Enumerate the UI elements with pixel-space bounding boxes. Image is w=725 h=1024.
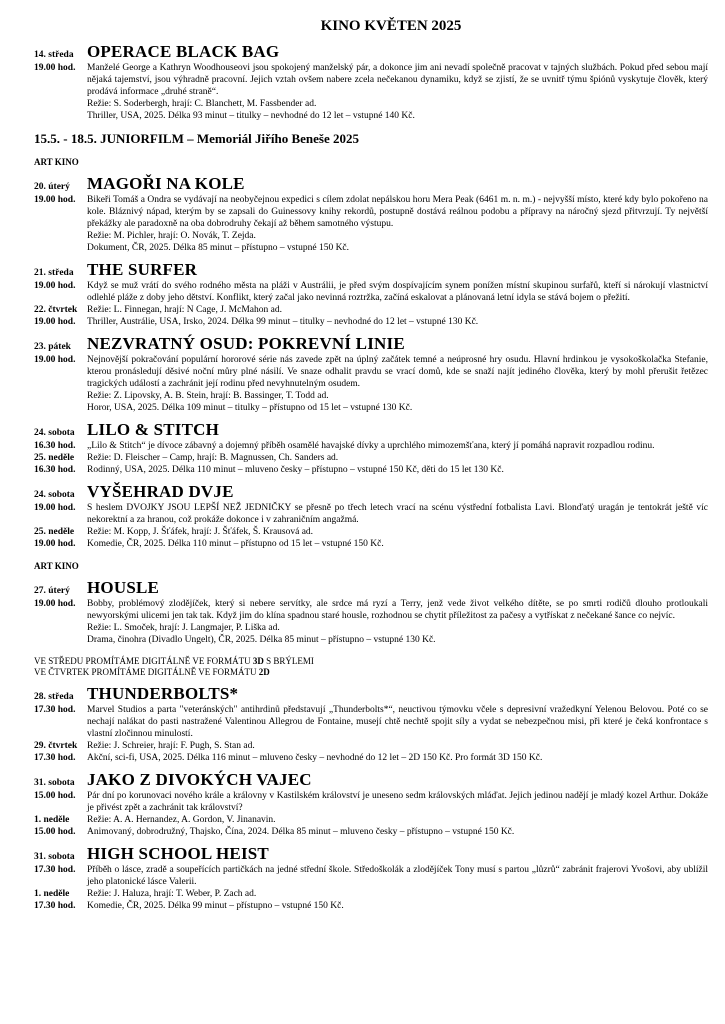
film-header xyxy=(34,334,708,354)
film-entry xyxy=(34,260,708,328)
screening-time: 1. neděle xyxy=(34,889,70,899)
film-row xyxy=(34,502,708,526)
format-note xyxy=(34,656,708,667)
screening-time: 29. čtvrtek xyxy=(34,741,78,751)
film-row xyxy=(34,98,708,110)
film-title: THUNDERBOLTS* xyxy=(87,684,239,703)
screening-time: 19.00 hod. xyxy=(34,195,76,205)
film-list-middle xyxy=(34,174,708,550)
screening-time: 19.00 hod. xyxy=(34,281,76,291)
film-description: Thriller, USA, 2025. Délka 93 minut – titulky – nevhodné do 12 let – vstupné 140 Kč. xyxy=(87,111,415,121)
film-row xyxy=(34,538,708,550)
film-row xyxy=(34,440,708,452)
film-row xyxy=(34,598,708,622)
festival-heading: 15.5. - 18.5. JUNIORFILM – Memoriál Jiřího Beneše 2025 xyxy=(34,131,359,146)
film-header xyxy=(34,770,708,790)
film-description: Horor, USA, 2025. Délka 109 minut – titulky – přístupno od 15 let – vstupné 130 Kč. xyxy=(87,403,413,413)
film-title: NEZVRATNÝ OSUD: POKREVNÍ LINIE xyxy=(87,334,405,353)
film-description: Když se muž vrátí do svého rodného města na pláži v Austrálii, je před svým dospívajícím synem ponížen místní skupinou surfařů, kteří si nárokují vlastnictví odlehlé pláže z doby jeho dětství. Konflikt, který začal jako nevinná roztržka, začíná eskalovat a plánovaná letní idyla se stává bojem o přežití. xyxy=(87,281,708,303)
film-row xyxy=(34,304,708,316)
film-entry xyxy=(34,420,708,476)
film-date: 23. pátek xyxy=(34,342,71,352)
film-description: Bikeři Tomáš a Ondra se vydávají na neobyčejnou expedici s cílem zdolat nepálskou horu Mera Peak (6461 m. n. m.) - nejvyšší místo, které kdy bylo pokořeno na kole. Bláznivý nápad, kterým by se zapsali do Guinessovy knihy rekordů, postupně dostává reálnou podobu a přípravy na náročný sjezd přitvrzují. Ty největší překážky ale paradoxně na oba dobrodruhy čekají až během samotného výstupu. xyxy=(87,195,708,229)
page-title: KINO KVĚTEN 2025 xyxy=(320,18,462,34)
film-row xyxy=(34,390,708,402)
film-header xyxy=(34,174,708,194)
film-title: HIGH SCHOOL HEIST xyxy=(87,844,269,863)
film-entry xyxy=(34,174,708,254)
film-title: VYŠEHRAD DVJE xyxy=(87,482,234,501)
screening-time xyxy=(34,230,87,242)
screening-time: 15.00 hod. xyxy=(34,827,76,837)
film-description: Režie: Z. Lipovsky, A. B. Stein, hrají: B. Bassinger, T. Todd ad. xyxy=(87,391,329,401)
film-date: 28. středa xyxy=(34,692,74,702)
film-description: Animovaný, dobrodružný, Thajsko, Čína, 2024. Délka 85 minut – mluveno česky – přístupno – vstupné 150 Kč. xyxy=(87,827,515,837)
format-note-text: VE ČTVRTEK PROMÍTÁME DIGITÁLNĚ VE FORMÁTU xyxy=(34,667,257,677)
screening-time: 17.30 hod. xyxy=(34,705,76,715)
film-row xyxy=(34,62,708,98)
film-header xyxy=(34,482,708,502)
film-list-top xyxy=(34,42,708,122)
screening-time xyxy=(34,390,87,402)
screening-time: 17.30 hod. xyxy=(34,753,76,763)
film-description: Marvel Studios a parta "veteránských" antihrdinů představují „Thunderbolts*“, neuctivou týmovku včele s depresivní vražedkyní Yelenou Belovou. Poté co se nechají nalákat do pasti nastražené Valentinou Allegrou de Fontaine, musejí chtě nechtě spojit síly a vydat se nebezpečnou misi, při které je čeká konfrontace s vlastní zločinnou minulostí. xyxy=(87,705,708,739)
screening-time xyxy=(34,110,87,122)
screening-time: 19.00 hod. xyxy=(34,355,76,365)
film-description: Režie: M. Kopp, J. Šťáfek, hrají: J. Šťáfek, Š. Krausová ad. xyxy=(87,527,314,537)
film-date: 14. středa xyxy=(34,50,74,60)
film-description: Thriller, Austrálie, USA, Irsko, 2024. Délka 99 minut – titulky – nevhodné do 12 let – vstupné 130 Kč. xyxy=(87,317,479,327)
film-header xyxy=(34,578,708,598)
screening-time xyxy=(34,242,87,254)
screening-time: 19.00 hod. xyxy=(34,63,76,73)
film-description: Režie: A. A. Hernandez, A. Gordon, V. Jinanavin. xyxy=(87,815,276,825)
film-description: Dokument, ČR, 2025. Délka 85 minut – přístupno – vstupné 150 Kč. xyxy=(87,243,350,253)
film-row xyxy=(34,704,708,740)
screening-time: 19.00 hod. xyxy=(34,317,76,327)
screening-time: 25. neděle xyxy=(34,453,75,463)
format-note-text: S BRÝLEMI xyxy=(266,656,314,666)
film-description: Režie: J. Schreier, hrají: F. Pugh, S. Stan ad. xyxy=(87,741,255,751)
film-date: 31. sobota xyxy=(34,852,75,862)
film-row xyxy=(34,242,708,254)
screening-time: 17.30 hod. xyxy=(34,901,76,911)
film-row xyxy=(34,888,708,900)
film-description: Režie: L. Smoček, hrají: J. Langmajer, P. Liška ad. xyxy=(87,623,280,633)
film-date: 24. sobota xyxy=(34,490,75,500)
film-entry xyxy=(34,334,708,414)
film-row xyxy=(34,790,708,814)
film-header xyxy=(34,420,708,440)
film-title: LILO & STITCH xyxy=(87,420,220,439)
film-row xyxy=(34,526,708,538)
screening-time: 15.00 hod. xyxy=(34,791,76,801)
format-note-format: 3D xyxy=(252,656,264,666)
program-page xyxy=(34,16,708,912)
film-description: „Lilo & Stitch“ je dívoce zábavný a dojemný příběh osamělé havajské dívky a uprchlého mimozemšťana, který jí pomáhá napravit rozpadlou rodinu. xyxy=(87,441,655,451)
film-description: Rodinný, USA, 2025. Délka 110 minut – mluveno česky – přístupno – vstupné 150 Kč, děti do 15 let 130 Kč. xyxy=(87,465,504,475)
format-note xyxy=(34,667,708,678)
film-row xyxy=(34,354,708,390)
film-description: Režie: D. Fleischer – Camp, hrají: B. Magnussen, Ch. Sanders ad. xyxy=(87,453,339,463)
film-row xyxy=(34,452,708,464)
screening-time: 22. čtvrtek xyxy=(34,305,78,315)
film-header xyxy=(34,844,708,864)
screening-time xyxy=(34,98,87,110)
film-list-housle xyxy=(34,578,708,646)
film-row xyxy=(34,464,708,476)
film-description: Příběh o lásce, zradě a soupeřících partičkách na jedné střední škole. Středoškolák a zlodějíček Tony musí s partou „lůzrů“ zabránit frajerovi Yvošovi, aby ublížil jeho platonické lásce Valerii. xyxy=(87,865,708,887)
film-row xyxy=(34,752,708,764)
screening-time xyxy=(34,402,87,414)
film-description: Režie: S. Soderbergh, hrají: C. Blanchett, M. Fassbender ad. xyxy=(87,99,317,109)
film-title: THE SURFER xyxy=(87,260,198,279)
film-description: Manželé George a Kathryn Woodhouseovi jsou spokojený manželský pár, a dokonce jim ani nevadí společně pracovat v tajných službách. Pokud před sebou mají nějaká tajemství, jsou výhradně pracovní. Jejich vztah ovšem nabere zcela nečekanou dynamiku, když se zjistí, že se uvnitř týmu špiónů vyskytuje člověk, který prodává informace „druhé straně“. xyxy=(87,63,708,97)
film-description: Komedie, ČR, 2025. Délka 99 minut – přístupno – vstupné 150 Kč. xyxy=(87,901,344,911)
film-row xyxy=(34,280,708,304)
film-list-bottom xyxy=(34,684,708,912)
film-date: 27. úterý xyxy=(34,586,70,596)
film-row xyxy=(34,814,708,826)
film-row xyxy=(34,740,708,752)
art-kino-label: ART KINO xyxy=(34,157,79,167)
film-date: 20. úterý xyxy=(34,182,70,192)
format-note-text: VE STŘEDU PROMÍTÁME DIGITÁLNĚ VE FORMÁTU xyxy=(34,656,251,666)
film-description: Bobby, problémový zlodějíček, který si nebere servítky, ale srdce má ryzí a Terry, jenž vede život velkého dítěte, se po smrti rodičů dlouho protloukali newyorskými ulicemi jen tak tak. Když jim do klína spadnou staré housle, rozhodnou se chytit příležitost za pačesy a vytřískat z nečekané šance co nejvíc. xyxy=(87,599,708,621)
film-date: 31. sobota xyxy=(34,778,75,788)
screening-time: 16.30 hod. xyxy=(34,441,76,451)
screening-time: 16.30 hod. xyxy=(34,465,76,475)
film-description: Nejnovější pokračování populární hororové série nás zavede zpět na úplný začátek temné a neúprosné hry osudu. Hlavní hrdinkou je vysokoškolačka Stefanie, kterou pronásledují děsivé noční můry plné násilí. Ve snaze odhalit pravdu se vrací domů, kde se snaží najít jediného člověka, který by mohl přerušit řetězec tragických událostí a zachránit její rodinu před nevyhnutelným osudem. xyxy=(87,355,708,389)
film-header xyxy=(34,684,708,704)
film-date: 24. sobota xyxy=(34,428,75,438)
film-row xyxy=(34,194,708,230)
film-description: Akční, sci-fi, USA, 2025. Délka 116 minut – mluveno česky – nevhodné do 12 let – 2D 150 Kč. Pro formát 3D 150 Kč. xyxy=(87,753,543,763)
film-row xyxy=(34,230,708,242)
film-title: OPERACE BLACK BAG xyxy=(87,42,280,61)
film-entry xyxy=(34,844,708,912)
film-row xyxy=(34,826,708,838)
film-row xyxy=(34,864,708,888)
format-note-format: 2D xyxy=(258,667,270,677)
film-title: HOUSLE xyxy=(87,578,160,597)
screening-time: 19.00 hod. xyxy=(34,539,76,549)
art-kino-label: ART KINO xyxy=(34,561,79,571)
film-date: 21. středa xyxy=(34,268,74,278)
film-row xyxy=(34,900,708,912)
film-title: MAGOŘI NA KOLE xyxy=(87,174,245,193)
film-entry xyxy=(34,684,708,764)
film-description: Komedie, ČR, 2025. Délka 110 minut – přístupno od 15 let – vstupné 150 Kč. xyxy=(87,539,384,549)
film-row xyxy=(34,316,708,328)
film-row xyxy=(34,634,708,646)
film-header xyxy=(34,260,708,280)
film-title: JAKO Z DIVOKÝCH VAJEC xyxy=(87,770,312,789)
screening-time: 19.00 hod. xyxy=(34,503,76,513)
screening-time xyxy=(34,634,87,646)
film-row xyxy=(34,622,708,634)
film-description: Drama, činohra (Divadlo Ungelt), ČR, 2025. Délka 85 minut – přístupno – vstupné 130 Kč. xyxy=(87,635,436,645)
film-row xyxy=(34,110,708,122)
film-entry xyxy=(34,578,708,646)
screening-time: 25. neděle xyxy=(34,527,75,537)
screening-time: 19.00 hod. xyxy=(34,599,76,609)
film-description: S heslem DVOJKY JSOU LEPŠÍ NEŽ JEDNIČKY se přesně po třech letech vrací na scénu výstřední fotbalista Lavi. Blonďatý uragán je tentokrát ještě víc nekorektní a za hranou, což prokáže dokonce i v zahraničním angažmá. xyxy=(87,503,708,525)
screening-time xyxy=(34,622,87,634)
film-entry xyxy=(34,770,708,838)
film-header xyxy=(34,42,708,62)
film-description: Pár dní po korunovaci nového krále a královny v Kastilském království je uneseno sedm královských mláďat. Jejich jedinou nadějí je mladý kozel Arthur. Dokáže je přivést zpět a zachránit tak království? xyxy=(87,791,708,813)
screening-time: 1. neděle xyxy=(34,815,70,825)
film-entry xyxy=(34,482,708,550)
film-description: Režie: J. Haluza, hrají: T. Weber, P. Zach ad. xyxy=(87,889,257,899)
film-entry xyxy=(34,42,708,122)
film-row xyxy=(34,402,708,414)
film-description: Režie: M. Pichler, hrají: O. Novák, T. Zejda. xyxy=(87,231,256,241)
film-description: Režie: L. Finnegan, hrají: N Cage, J. McMahon ad. xyxy=(87,305,282,315)
screening-time: 17.30 hod. xyxy=(34,865,76,875)
